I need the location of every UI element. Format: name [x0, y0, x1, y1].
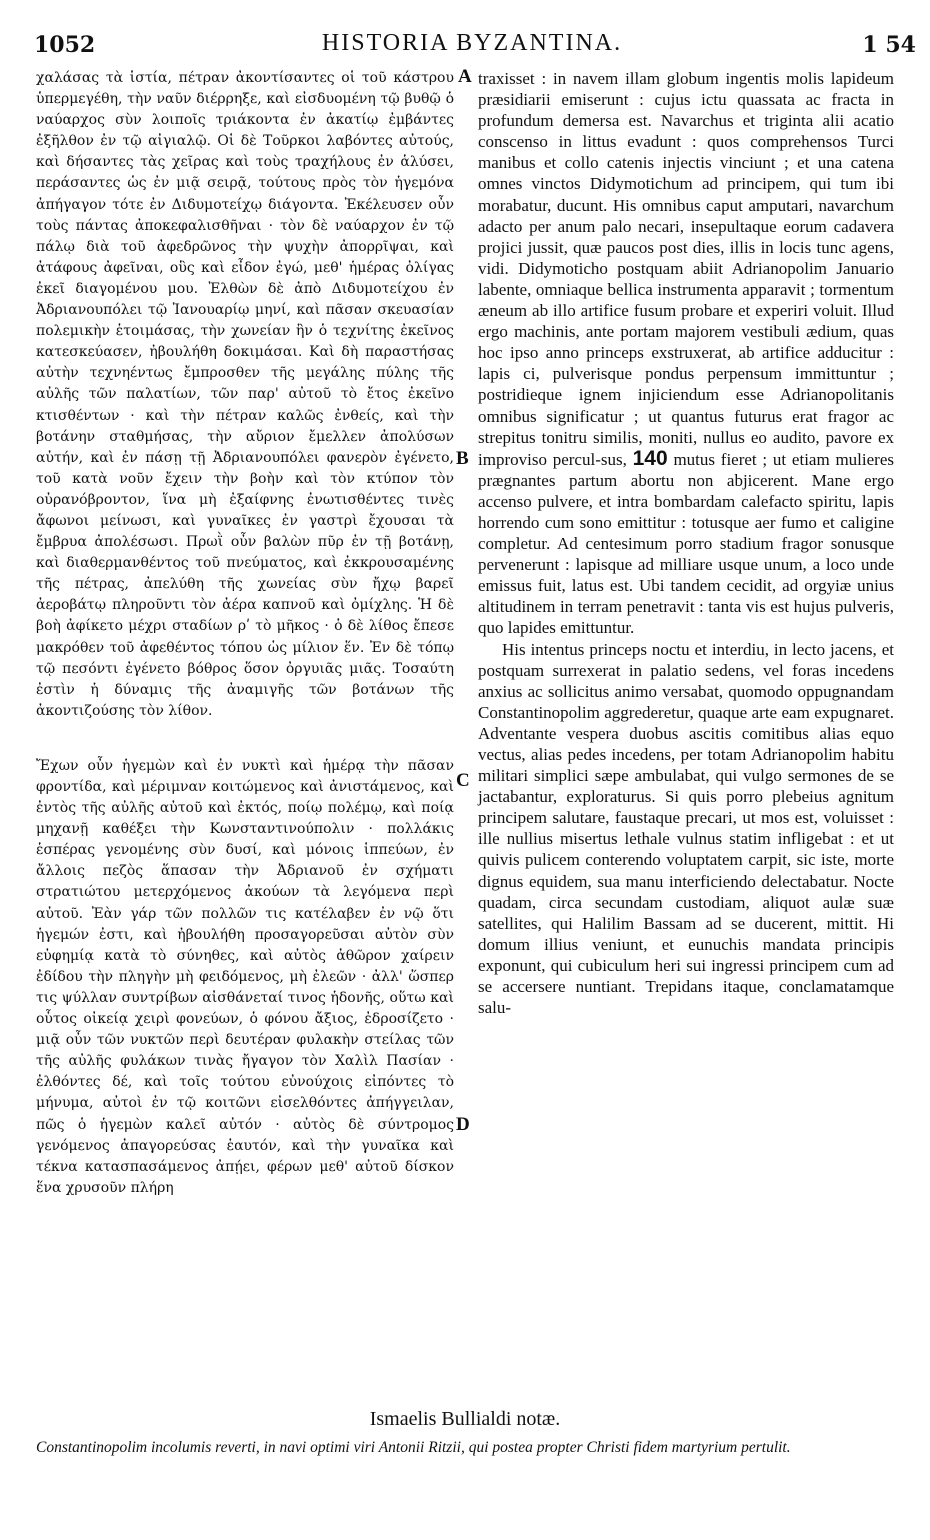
latin-column — [478, 68, 894, 1018]
greek-paragraph-1: χαλάσας τὰ ἱστία, πέτραν ἀκοντίσαντες οἱ τοῦ κάστρου ὑπερμεγέθη, τὴν ναῦν διέρρηξε, καὶ εἰσδυομένη τῷ βυθῷ ὁ ναύαρχος σὺν λοιποῖς τριάκοντα ἐν ἀκατίῳ ἐμβάντες ἐξῆλθον ἐν τῷ αἰγιαλῷ. Οἱ δὲ Τοῦρκοι λαβόντες αὐτούς, καὶ δήσαντες τὰς χεῖρας καὶ τοὺς τραχήλους ἐν ἁλύσει, περάσαντες ὡς ἐν μιᾷ σειρᾷ, τούτους πρὸς τὸν ἡγεμόνα ἀπήγαγον τότε ἐν Διδυμοτείχῳ διάγοντα. Ἐκέλευσεν οὖν τοὺς πάντας ἀποκεφαλισθῆναι · τὸν δὲ ναύαρχον ἐν τῷ πάλῳ διὰ τοῦ ἀφεδρῶνος τὴν ψυχὴν ἀπορρῖψαι, καὶ ἀτάφους ἀφεῖναι, οὓς καὶ εἶδον ἐγώ, μεθ' ἡμέρας ὀλίγας ἐκεῖ διαγομένου μου. Ἐλθὼν δὲ ἀπὸ Διδυμοτείχου ἐν Ἀδριανουπόλει τῷ Ἰανουαρίῳ μηνί, καὶ πᾶσαν σκευασίαν πολεμικὴν ἑτοιμάσας, τὴν χωνείαν ἣν ὁ τεχνίτης ἐκεῖνος κατεσκεύασεν, ἠβουλήθη δοκιμάσαι. Καὶ δὴ παραστήσας αὐτὴν τεχνηέντως ἔμπροσθεν τῆς μεγάλης πύλης τῆς αὐλῆς τῶν παλατίων, τῶν παρ' αὐτοῦ τὸ ἔτος ἐκεῖνο κτισθέντων · καὶ τὴν πέτραν καλῶς ἐνθείς, καὶ τὴν βοτάνην σταθμήσας, τὴν αὔριον ἔμελλεν ἀπολύσων αὐτήν, καὶ ἐν πάσῃ τῇ Ἀδριανουπόλει φανερὸν ἐγένετο, τοῦ κατὰ νοῦν ἔχειν τὴν βοὴν καὶ τὸν κτύπον τὸν οὐρανόβροντον, ἵνα μὴ ἐξαίφνης ἐνωτισθέντες τινὲς ἄφωνοι μείνωσι, καὶ γυναῖκες ἐν γαστρὶ ἔχουσαι τὰ ἔμβρυα ἀπολέσωσι. Πρωῒ οὖν βαλὼν πῦρ ἐν τῇ βοτάνῃ, καὶ διαθερμανθέντος τοῦ πνεύματος, καὶ ἐκκρουσαμένης τῆς πέτρας, ἀπελύθη τῆς χωνείας σὺν ἤχῳ βαρεῖ ἀεροβάτῳ πληροῦντι τὸν ἀέρα καπνοῦ καὶ ὀμίχλης. Ἡ δὲ βοὴ ἀφίκετο μέχρι σταδίων ρʹ τὸ μῆκος · ὁ δὲ λίθος ἔπεσε μακρόθεν τοῦ ἀφεθέντος τόπου ὡς μίλιον ἕν. Ἐν δὲ τόπῳ τῷ πεσόντι ἐγένετο βόθρος ὅσον ὀργυιᾶς μιᾶς. Τοσαύτη ἐστὶν ἡ δύναμις τῆς ἀναμιγῆς τῶν βοτάνων τῆς ἀκοντιζούσης τὸν λίθον. — [36, 70, 454, 719]
margin-letter-c: C — [456, 770, 470, 791]
running-title: HISTORIA BYZANTINA. — [321, 30, 623, 56]
latin-paragraph-1-part-a: traxisset : in navem illam globum ingentis molis lapideum præsidiarii emiserunt : cujus ictu quassata ac fracta in profundum demersa est. Navarchus et triginta alii acatio conscenso in littus evadunt : quos comprehensos Turci manibus et collo catenis injectis vinciunt ; et una catena omnes vinctos Didymotichum ad principem, qui tum ibi morabatur, ducunt. His omnibus caput amputari, navarchum adacto per anum palo necari, insepultaque eorum cadavera projici jussit, quæ paucos post dies, illis in locis tunc agens, vidi. Didymoticho postquam abiit Adrianopolim Januario labente, omniaque bellica instrumenta apparavit ; tormentum æneum ab illo artifice fusum probare et experiri voluit. Illud ergo machinis, ante portam majorem vestibuli ædium, quas hoc ipso anno princeps exstruxerat, ab artifice adducitur : lapis ci, pulverisque pondus perpensum immittuntur ; postridieque ignem injiciendum esse Adrianopolitanis omnibus significatur ; ut quantus futurus erat fragor ac strepitus tonitru similis, moniti, nullus eo audito, pavore ex improviso percul-sus, — [478, 69, 894, 469]
margin-letter-d: D — [456, 1114, 470, 1135]
greek-paragraph-2: Ἔχων οὖν ἡγεμὼν καὶ ἐν νυκτὶ καὶ ἡμέρᾳ τὴν πᾶσαν φροντίδα, καὶ μέριμναν κοιτώμενος καὶ ἀνιστάμενος, καὶ ἐντὸς τῆς αὐλῆς αὐτοῦ καὶ ἐκτός, ποίῳ πολέμῳ, καὶ ποίᾳ μηχανῇ καθέξει τὴν Κωνσταντινούπολιν · πολλάκις ἑσπέρας γενομένης σὺν δυσί, καὶ μόνοις ἱππεύων, ἐν ἄλλοις πεζὸς ἅπασαν τὴν Ἀδριανοῦ ἐν σχήματι στρατιώτου μετερχόμενος ἀκούων τὰ λεγόμενα περὶ αὐτοῦ. Ἐὰν γάρ τῶν πολλῶν τις κατέλαβεν ἐν νῷ ὅτι ἡγεμών ἐστι, καὶ ἠβουλήθη προσαγορεῦσαι αὐτὸν σὺν εὐφημίᾳ κατὰ τὸ σύνηθες, καὶ αὐτὸς ἀθῶρον χαίρειν ἐδίδου τὴν πληγὴν μὴ φειδόμενος, μὴ ἐλεῶν · ἀλλ' ὥσπερ τις ψύλλαν συντρίβων αἰσθάνεταί τινος ἡδονῆς, οὕτω καὶ οὗτος οἰκείᾳ χειρὶ φονεύων, ὁ φόνου ἄξιος, ἐδροσίζετο · μιᾷ οὖν τῶν νυκτῶν περὶ δευτέραν φυλακὴν στείλας τῶν τῆς αὐλῆς φυλάκων τινὰς ἤγαγον τὸν Χαλὶλ Πασίαν · ἐλθόντες δέ, καὶ τοῖς τούτου εὐνούχοις εἰπόντες τὸ μήνυμα, αὐτοὶ ἐν τῷ κοιτῶνι εἰσελθόντες ἀπήγγειλαν, πῶς ὁ ἡγεμὼν καλεῖ αὐτόν · αὐτὸς δὲ σύντρομος γενόμενος ἀπαγορεύσας ἑαυτόν, καὶ τὴν γυναῖκα καὶ τέκνα κατασπασάμενος ἀπῄει, φέρων μεθ' αὐτοῦ δίσκον ἕνα χρυσοῦν πλήρη — [36, 757, 454, 1196]
latin-paragraph-1 — [478, 68, 894, 639]
page-number-right: 1 54 — [862, 32, 916, 58]
page-marker-140: 140 — [632, 446, 668, 470]
notes-title: Ismaelis Bullialdi notæ. — [369, 1408, 561, 1430]
running-header — [28, 26, 916, 60]
margin-letter-a: A — [458, 66, 472, 87]
margin-letter-b: B — [456, 448, 469, 469]
greek-column — [36, 68, 454, 1199]
page-number-left: 1052 — [34, 32, 96, 58]
latin-paragraph-1-part-b: mutus fieret ; ut etiam mulieres prægnantes partum abortu non abjicerent. Mane ergo accenso pulvere, et intra bombardam calefacto spiritu, lapis horrendo cum sono emittitur : totusque aer fumo et caligine completur. Ad centesimum porro stadium fragor sonusque pervenerunt : lapisque ad milliare usque unum, a loco unde emissus fuit, latus est. Ubi tandem cecidit, ad orgyiæ unius altitudinem in terram penetravit : tanta vis est hujus pulveris, quo lapides emittuntur. — [478, 449, 894, 638]
note-text: Constantinopolim incolumis reverti, in navi optimi viri Antonii Ritzii, qui postea propter Christi fidem martyrium pertulit. — [36, 1439, 791, 1456]
latin-paragraph-2: His intentus princeps noctu et interdiu, in lecto jacens, et postquam surrexerat in palatio sedens, vel foras incedens anxius ac sollicitus animo versabat, quomodo oppugnandam Constantinopolim aggrederetur, quaque arte eam expugnaret. Adventante vespera duobus ascitis comitibus alias equo vectus, alias pedes incedens, per totam Adrianopolim habitu militari simplici sæpe ambulabat, qui vulgo sermones de se jactabantur, exploraturus. Si quis porro plebeius agnitum principem salutare, faustaque precari, ut mos est, voluisset : ille nullius misertus lethale vulnus statim infligebat : et ut quivis pulicem conterendo voluptatem carpit, sic iste, morte dignus equidem, sua manu interficiendo delectabatur. Nocte quadam, circa secundam custodiam, aliquot aulæ suæ satellites, qui Halilim Bassam ad se ducerent, mittit. Hi domum illius veniunt, et eunuchis mandata principis exponunt, qui cubiculum heri sui ingressi principem cum ad se accersere nuntiant. Trepidans itaque, conclamatamque salu- — [478, 639, 894, 1018]
